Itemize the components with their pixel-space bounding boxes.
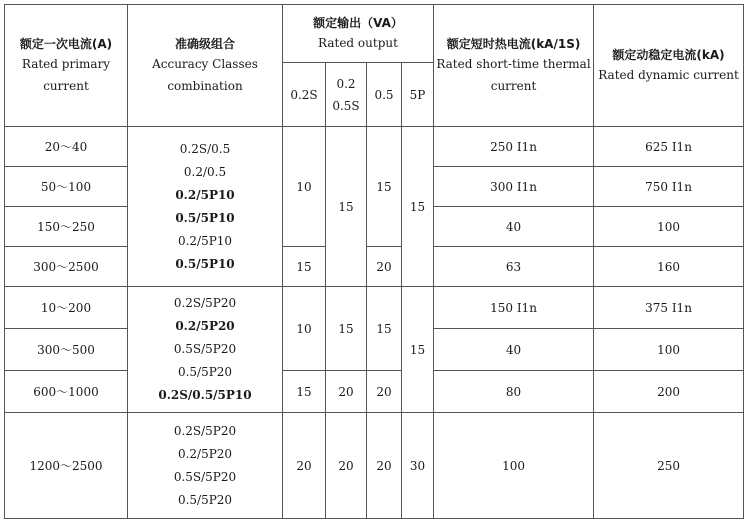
header-output-cn: 额定输出（VA） — [313, 15, 403, 30]
header-primary-en-1: Rated primary — [21, 56, 111, 71]
dynamic-cell: 750 I1n — [594, 167, 744, 207]
header-accuracy-en-1: Accuracy Classes — [152, 56, 258, 71]
header-thermal — [434, 5, 594, 127]
combo-item: 0.2/5P10 — [175, 187, 235, 202]
header-thermal-en-1: Rated short-time thermal — [436, 56, 591, 71]
header-col-02s-label: 0.2S — [290, 87, 318, 102]
combo-item: 0.5/5P10 — [175, 256, 235, 271]
table-row — [5, 371, 744, 413]
combo-item: 0.2S/5P20 — [173, 296, 237, 310]
output-02-05s-cell: 20 — [326, 371, 367, 413]
output-05-cell: 20 — [367, 413, 402, 519]
combo-item: 0.2/0.5 — [183, 164, 227, 179]
header-col-02-label: 0.2 — [336, 76, 356, 91]
header-thermal-en-2: current — [490, 78, 537, 93]
output-02-05s-cell: 15 — [326, 287, 367, 371]
output-5p-cell: 15 — [402, 287, 434, 413]
combo-item: 0.2S/5P20 — [173, 423, 237, 438]
header-rated-output — [283, 5, 434, 63]
dynamic-cell: 100 — [594, 329, 744, 371]
thermal-cell: 63 — [434, 247, 594, 287]
output-02s-cell: 10 — [283, 287, 326, 371]
current-cell: 300～2500 — [5, 247, 128, 287]
header-accuracy — [128, 5, 283, 127]
combo-item: 0.5/5P10 — [175, 210, 235, 225]
current-cell: 10～200 — [5, 287, 128, 329]
header-col-02s — [283, 63, 326, 127]
combo-item: 0.5/5P20 — [177, 492, 233, 507]
header-dynamic — [594, 5, 744, 127]
current-cell: 1200～2500 — [5, 413, 128, 519]
thermal-cell: 150 I1n — [434, 287, 594, 329]
thermal-cell: 100 — [434, 413, 594, 519]
combo-item: 0.5S/5P20 — [173, 342, 237, 356]
accuracy-combo-cell — [128, 127, 283, 287]
dynamic-cell: 625 I1n — [594, 127, 744, 167]
current-cell: 50～100 — [5, 167, 128, 207]
header-dynamic-en: Rated dynamic current — [598, 67, 739, 82]
thermal-cell: 250 I1n — [434, 127, 594, 167]
thermal-cell: 40 — [434, 329, 594, 371]
header-col-5p-label: 5P — [409, 87, 426, 102]
header-col-05-label: 0.5 — [374, 87, 394, 102]
output-5p-cell: 15 — [402, 127, 434, 287]
current-cell: 20～40 — [5, 127, 128, 167]
dynamic-cell: 200 — [594, 371, 744, 413]
output-02-05s-cell: 15 — [326, 127, 367, 287]
header-row-1 — [5, 5, 744, 63]
thermal-cell: 40 — [434, 207, 594, 247]
combo-item: 0.5S/5P20 — [173, 469, 237, 484]
current-cell: 600～1000 — [5, 371, 128, 413]
dynamic-cell: 160 — [594, 247, 744, 287]
header-accuracy-cn: 准确级组合 — [174, 36, 235, 51]
dynamic-cell: 100 — [594, 207, 744, 247]
output-05-cell: 20 — [367, 371, 402, 413]
combo-item: 0.2/5P20 — [177, 446, 233, 461]
output-02s-cell: 20 — [283, 413, 326, 519]
combo-item: 0.2/5P10 — [177, 233, 233, 248]
thermal-cell: 300 I1n — [434, 167, 594, 207]
output-05-cell: 15 — [367, 287, 402, 371]
header-primary-cn: 额定一次电流(A) — [19, 36, 113, 51]
dynamic-cell: 250 — [594, 413, 744, 519]
current-cell: 150～250 — [5, 207, 128, 247]
header-accuracy-en-2: combination — [167, 78, 243, 93]
current-cell: 300～500 — [5, 329, 128, 371]
combo-item: 0.2S/0.5/5P10 — [158, 388, 252, 402]
header-thermal-cn: 额定短时热电流(kA/1S) — [446, 36, 581, 51]
header-col-5p — [402, 63, 434, 127]
thermal-cell: 80 — [434, 371, 594, 413]
header-col-05 — [367, 63, 402, 127]
output-02s-cell: 15 — [283, 371, 326, 413]
output-02s-cell: 10 — [283, 127, 326, 247]
output-5p-cell: 30 — [402, 413, 434, 519]
ratings-table — [4, 4, 744, 519]
accuracy-combo-cell — [128, 413, 283, 519]
header-primary-en-2: current — [43, 78, 89, 93]
header-output-en: Rated output — [318, 35, 398, 50]
header-col-05s-label: 0.5S — [332, 98, 360, 113]
header-primary-current — [5, 5, 128, 127]
combo-item: 0.2/5P20 — [175, 319, 235, 333]
combo-item: 0.2S/0.5 — [179, 141, 231, 156]
table-row — [5, 247, 744, 287]
output-05-cell: 20 — [367, 247, 402, 287]
output-05-cell: 15 — [367, 127, 402, 247]
header-col-02-05s — [326, 63, 367, 127]
accuracy-combo-cell — [128, 287, 283, 413]
dynamic-cell: 375 I1n — [594, 287, 744, 329]
table-row — [5, 127, 744, 167]
header-dynamic-cn: 额定动稳定电流(kA) — [612, 47, 725, 62]
combo-item: 0.5/5P20 — [177, 365, 233, 379]
output-02-05s-cell: 20 — [326, 413, 367, 519]
table-row — [5, 413, 744, 519]
output-02s-cell: 15 — [283, 247, 326, 287]
table-row — [5, 287, 744, 329]
